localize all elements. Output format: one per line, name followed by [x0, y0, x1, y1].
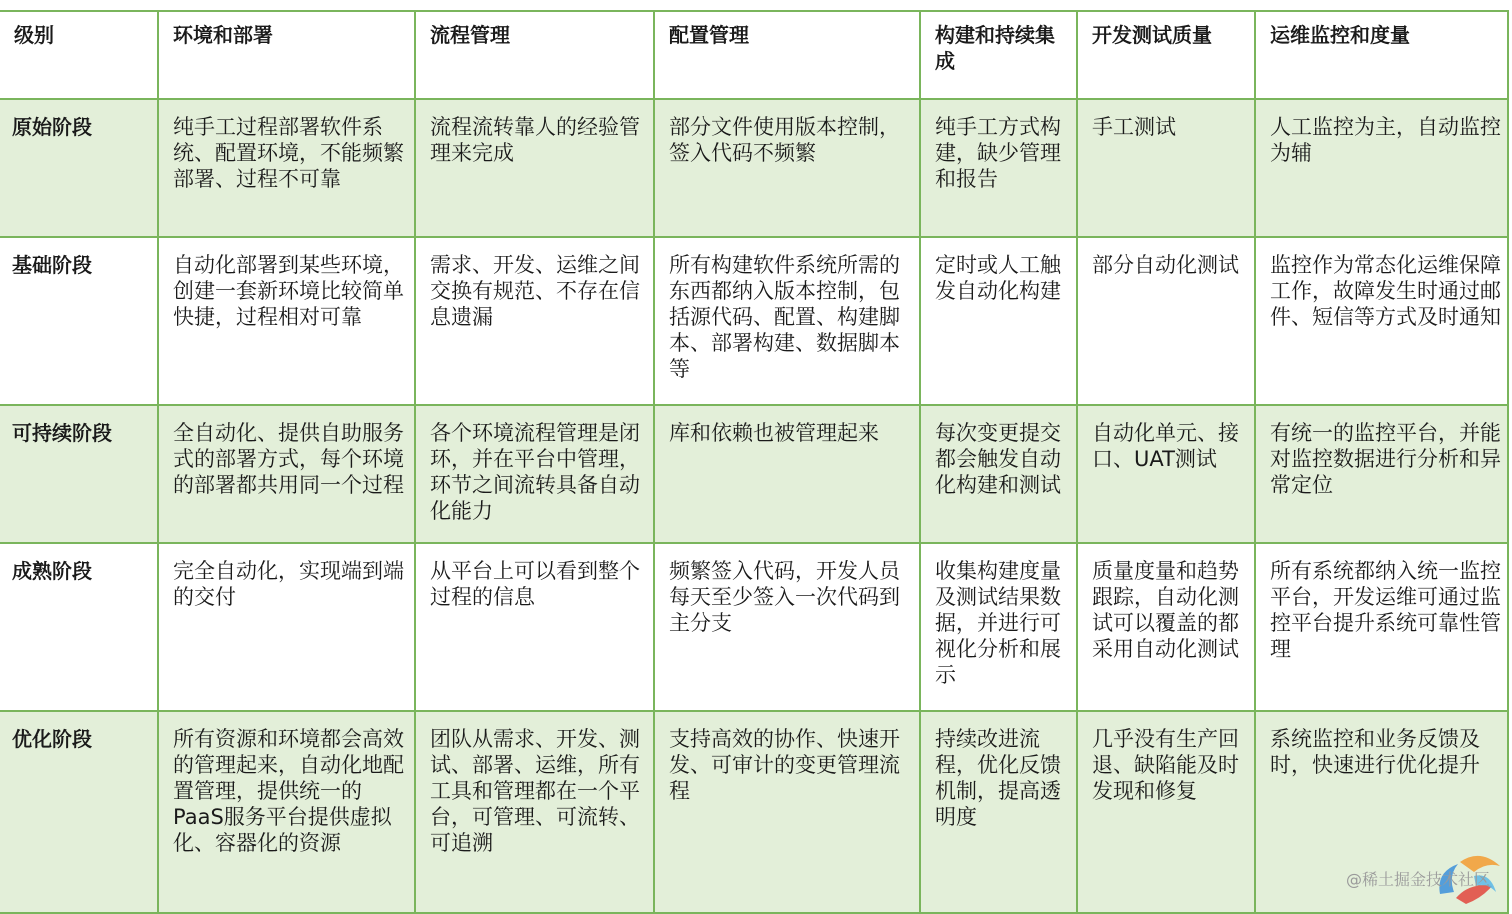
table-cell: 支持高效的协作、快速开发、可审计的变更管理流程	[654, 711, 920, 913]
table-cell: 流程流转靠人的经验管理来完成	[415, 99, 654, 237]
row-level-label: 优化阶段	[0, 711, 158, 913]
table-cell: 纯手工方式构建，缺少管理和报告	[920, 99, 1077, 237]
table-cell: 质量度量和趋势跟踪，自动化测试可以覆盖的都采用自动化测试	[1077, 543, 1255, 711]
table-cell: 有统一的监控平台，并能对监控数据进行分析和异常定位	[1255, 405, 1508, 543]
watermark-text: @稀土掘金技术社区	[1345, 870, 1490, 889]
table-cell: 部分文件使用版本控制，签入代码不频繁	[654, 99, 920, 237]
table-cell: 手工测试	[1077, 99, 1255, 237]
table-cell: 纯手工过程部署软件系统、配置环境，不能频繁部署、过程不可靠	[158, 99, 415, 237]
table-cell: 部分自动化测试	[1077, 237, 1255, 405]
table-cell: 需求、开发、运维之间交换有规范、不存在信息遗漏	[415, 237, 654, 405]
header-ops-monitoring: 运维监控和度量	[1255, 11, 1508, 99]
watermark	[1346, 867, 1490, 890]
table-cell: 从平台上可以看到整个过程的信息	[415, 543, 654, 711]
table-cell: 所有系统都纳入统一监控平台，开发运维可通过监控平台提升系统可靠性管理	[1255, 543, 1508, 711]
row-level-label: 基础阶段	[0, 237, 158, 405]
header-level: 级别	[0, 11, 158, 99]
header-test-quality: 开发测试质量	[1077, 11, 1255, 99]
table-cell: 几乎没有生产回退、缺陷能及时发现和修复	[1077, 711, 1255, 913]
table-cell: 完全自动化，实现端到端的交付	[158, 543, 415, 711]
table-cell: 全自动化、提供自助服务式的部署方式，每个环境的部署都共用同一个过程	[158, 405, 415, 543]
table-cell: 定时或人工触发自动化构建	[920, 237, 1077, 405]
table-row	[0, 99, 1508, 237]
table-cell: 库和依赖也被管理起来	[654, 405, 920, 543]
table-row	[0, 405, 1508, 543]
table-cell: 自动化部署到某些环境，创建一套新环境比较简单快捷，过程相对可靠	[158, 237, 415, 405]
table-cell: 自动化单元、接口、UAT测试	[1077, 405, 1255, 543]
header-build-ci: 构建和持续集成	[920, 11, 1077, 99]
table-cell: 所有资源和环境都会高效的管理起来，自动化地配置管理，提供统一的PaaS服务平台提供虚拟化、容器化的资源	[158, 711, 415, 913]
header-process-management: 流程管理	[415, 11, 654, 99]
row-level-label: 原始阶段	[0, 99, 158, 237]
devops-maturity-table	[0, 10, 1509, 914]
header-row	[0, 11, 1508, 99]
table-cell: 各个环境流程管理是闭环，并在平台中管理，环节之间流转具备自动化能力	[415, 405, 654, 543]
table-cell: 监控作为常态化运维保障工作，故障发生时通过邮件、短信等方式及时通知	[1255, 237, 1508, 405]
row-level-label: 可持续阶段	[0, 405, 158, 543]
table-cell: 频繁签入代码，开发人员每天至少签入一次代码到主分支	[654, 543, 920, 711]
table-cell: 人工监控为主，自动监控为辅	[1255, 99, 1508, 237]
table-cell: 每次变更提交都会触发自动化构建和测试	[920, 405, 1077, 543]
table-cell: 系统监控和业务反馈及时，快速进行优化提升	[1255, 711, 1508, 913]
row-level-label: 成熟阶段	[0, 543, 158, 711]
header-config-management: 配置管理	[654, 11, 920, 99]
table-row	[0, 237, 1508, 405]
header-environment-deploy: 环境和部署	[158, 11, 415, 99]
table-cell: 持续改进流程，优化反馈机制，提高透明度	[920, 711, 1077, 913]
table-cell: 团队从需求、开发、测试、部署、运维，所有工具和管理都在一个平台，可管理、可流转、可追溯	[415, 711, 654, 913]
table-cell: 所有构建软件系统所需的东西都纳入版本控制，包括源代码、配置、构建脚本、部署构建、数据脚本等	[654, 237, 920, 405]
table-row	[0, 711, 1508, 913]
table-cell: 收集构建度量及测试结果数据，并进行可视化分析和展示	[920, 543, 1077, 711]
table-row	[0, 543, 1508, 711]
